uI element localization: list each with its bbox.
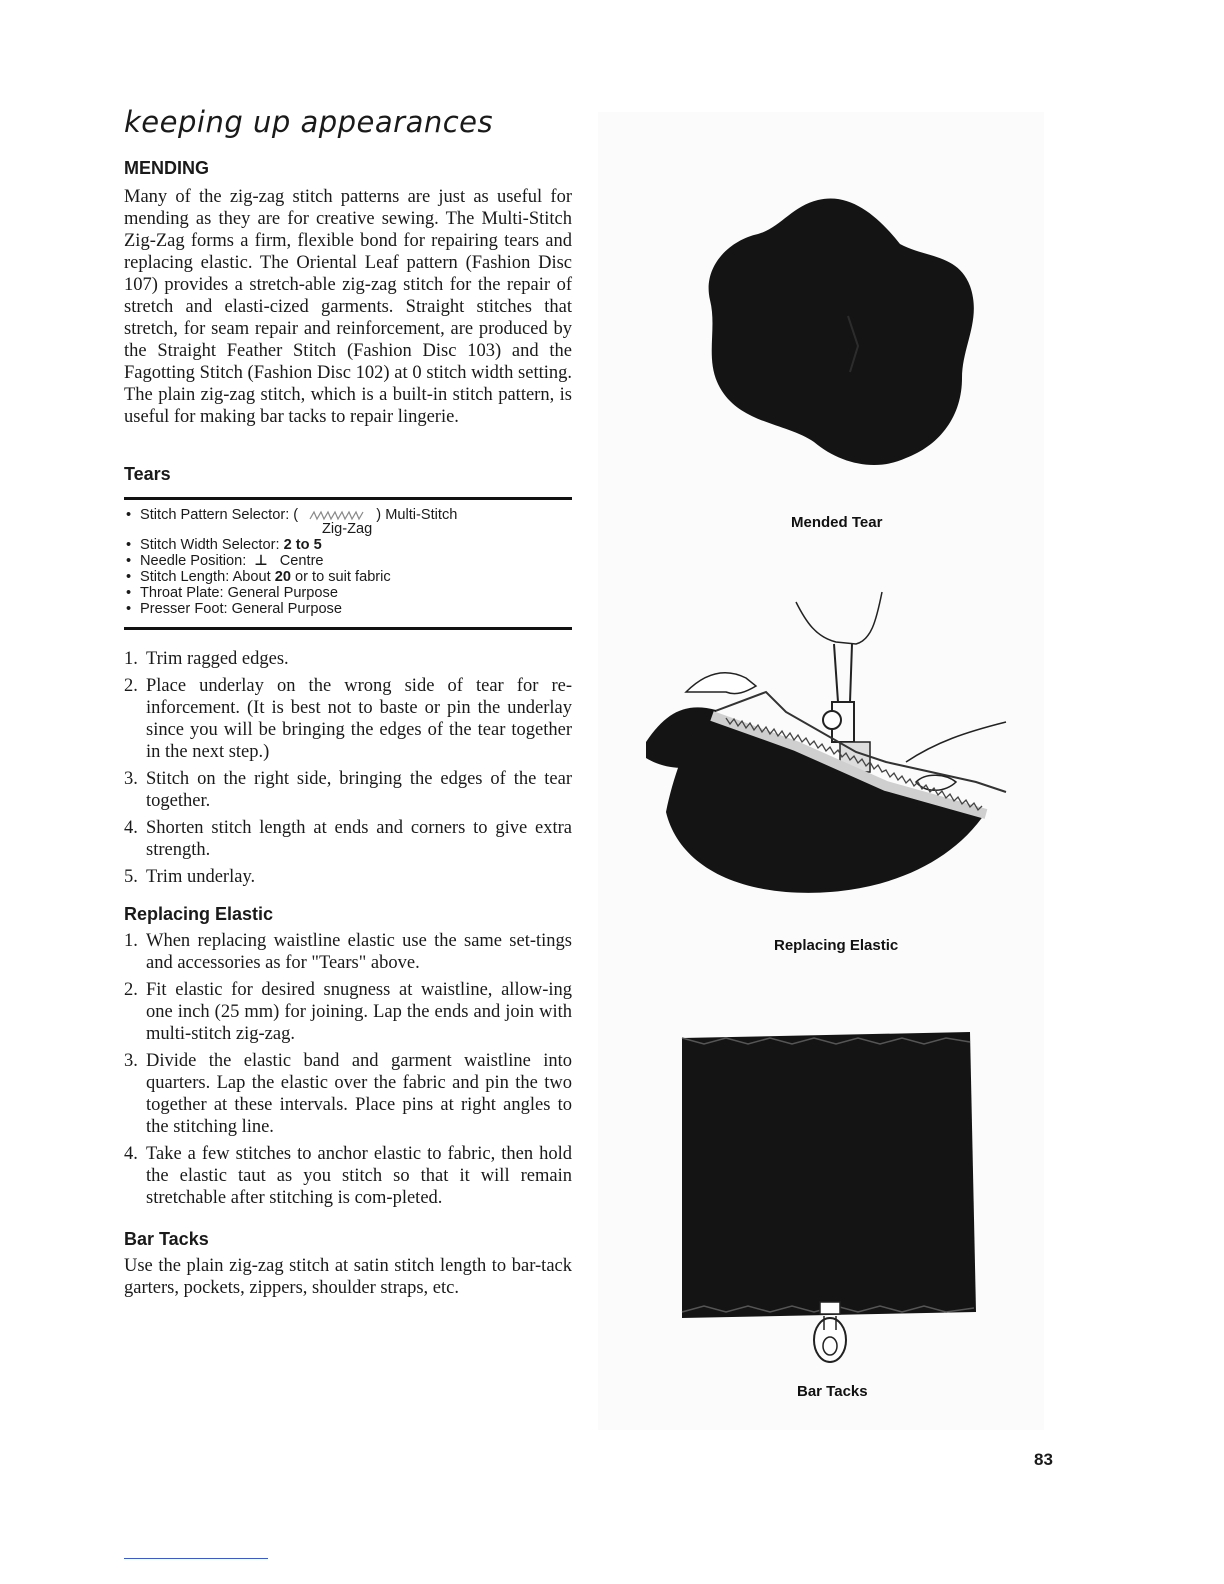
list-item (124, 1143, 572, 1209)
step-text: Take a few stitches to anchor elastic to fabric, then hold the elastic taut as you stitch so that it will remain stretchable after stitching is com-pleted. (146, 1144, 572, 1208)
text-column (124, 102, 572, 1299)
list-item (124, 1050, 572, 1138)
setting-needle-value: Centre (279, 553, 324, 569)
step-number: 1. (124, 931, 138, 951)
setting-needle-label: Needle Position: (140, 553, 247, 569)
list-item (124, 768, 572, 812)
tears-settings-box (124, 497, 572, 630)
step-text: Fit elastic for desired snugness at waistline, allow-ing one inch (25 mm) for joining. Lap the ends and join with multi-stitch zig-zag. (146, 980, 572, 1044)
list-item (124, 979, 572, 1045)
replacing-elastic-illustration (646, 582, 1036, 912)
tears-steps (124, 648, 572, 888)
tears-heading: Tears (124, 464, 171, 484)
setting-width-label: Stitch Width Selector: (140, 537, 280, 553)
setting-pattern-value-2: Zig-Zag (322, 521, 373, 537)
step-text: Place underlay on the wrong side of tear for re-inforcement. (It is best not to baste or pin the underlay since you will be bringing the edges of the tear together in the next step.) (146, 676, 572, 762)
step-number: 1. (124, 649, 138, 669)
step-text: Divide the elastic band and garment waistline into quarters. Lap the elastic over the fabric and pin the two together at these intervals. Place pins at right angles to the stitching line. (146, 1051, 572, 1137)
setting-pattern-label: Stitch Pattern Selector: ( (140, 507, 299, 523)
list-item (124, 866, 572, 888)
step-text: Shorten stitch length at ends and corners to give extra strength. (146, 818, 572, 860)
needle-position-icon: ⊥ (254, 553, 268, 569)
list-item (124, 930, 572, 974)
setting-width (124, 537, 572, 553)
mended-tear-illustration (700, 196, 980, 486)
setting-pattern-value: ) Multi-Stitch (376, 507, 458, 523)
setting-foot: • Presser Foot: General Purpose (124, 601, 572, 617)
list-item (124, 648, 572, 670)
setting-plate: • Throat Plate: General Purpose (124, 585, 572, 601)
bar-tacks-heading: Bar Tacks (124, 1229, 209, 1249)
illustration-panel (598, 112, 1044, 1430)
list-item (124, 817, 572, 861)
mending-heading: MENDING (124, 158, 209, 178)
setting-width-value: 2 to 5 (283, 537, 322, 553)
bar-tacks-paragraph: Use the plain zig-zag stitch at satin stitch length to bar-tack garters, pockets, zippers, shoulder straps, etc. (124, 1256, 572, 1298)
step-number: 3. (124, 769, 138, 789)
replacing-elastic-steps (124, 930, 572, 1209)
bar-tacks-illustration (674, 1032, 984, 1382)
multi-stitch-zigzag-icon (308, 509, 366, 521)
step-text: When replacing waistline elastic use the same set-tings and accessories as for "Tears" above. (146, 931, 572, 973)
setting-length-label: Stitch Length: About (140, 569, 271, 585)
step-number: 4. (124, 1144, 138, 1164)
step-text: Trim ragged edges. (146, 649, 289, 669)
page-number: 83 (1034, 1450, 1053, 1469)
step-number: 2. (124, 980, 138, 1000)
setting-length (124, 569, 572, 585)
step-number: 3. (124, 1051, 138, 1071)
page-title: keeping up appearances (124, 105, 494, 139)
footer-link-line (124, 1558, 268, 1559)
step-number: 5. (124, 867, 138, 887)
setting-length-value: 20 (274, 569, 291, 585)
setting-length-suffix: or to suit fabric (295, 569, 391, 585)
mended-tear-caption: Mended Tear (791, 514, 883, 531)
replacing-elastic-caption: Replacing Elastic (774, 937, 899, 954)
step-text: Trim underlay. (146, 867, 256, 887)
setting-needle (124, 553, 572, 569)
setting-pattern (124, 507, 572, 523)
mending-paragraph: Many of the zig-zag stitch patterns are just as useful for mending as they are for creative sewing. The Multi-Stitch Zig-Zag forms a firm, flexible bond for repairing tears and replacing elastic. The Oriental Leaf pattern (Fashion Disc 107) provides a stretch-able zig-zag stitch for the repair of stretch and elasti-cized garments. Straight stitches that stretch, for seam repair and reinforcement, are produced by the Straight Feather Stitch (Fashion Disc 103) and the Fagotting Stitch (Fashion Disc 102) at 0 stitch width setting. The plain zig-zag stitch, which is a built-in stitch pattern, is useful for making bar tacks to repair lingerie. (124, 187, 572, 427)
step-number: 4. (124, 818, 138, 838)
list-item (124, 675, 572, 763)
step-text: Stitch on the right side, bringing the edges of the tear together. (146, 769, 572, 811)
replacing-elastic-heading: Replacing Elastic (124, 904, 274, 924)
step-number: 2. (124, 676, 138, 696)
bar-tacks-caption: Bar Tacks (797, 1383, 868, 1400)
